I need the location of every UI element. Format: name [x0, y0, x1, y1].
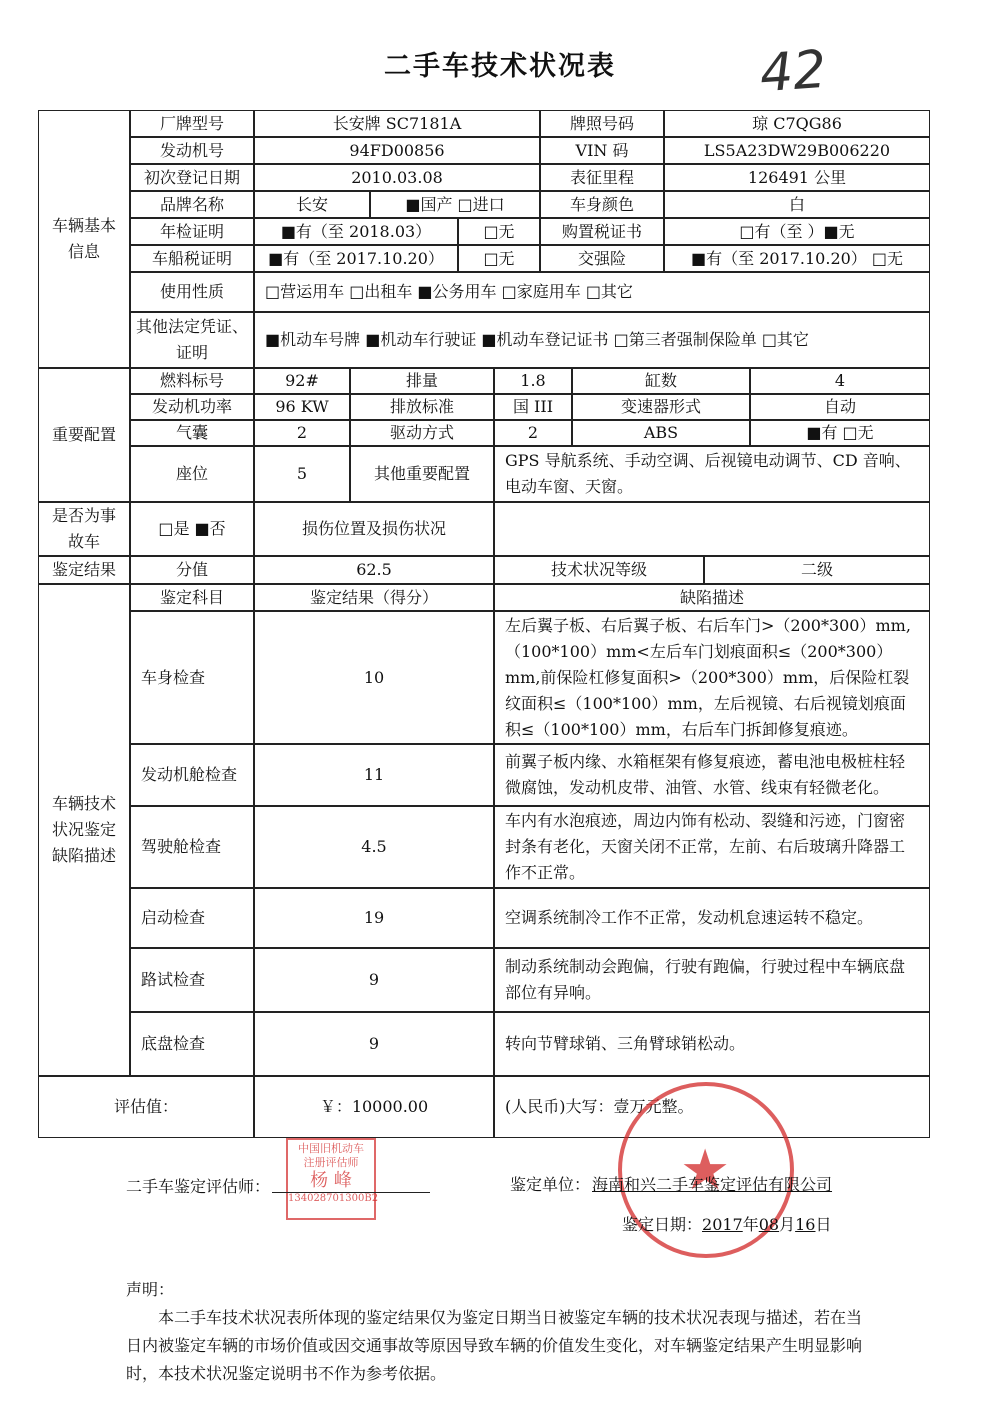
statement-title: 声明： [126, 1280, 175, 1299]
damage-value [494, 502, 930, 556]
vessel-tax-yes: ■有（至 2017.10.20） [254, 245, 458, 272]
brand-name-value: 长安 [254, 191, 370, 218]
section-inspection: 车辆技术状况鉴定缺陷描述 [38, 584, 130, 1076]
engine-value: 94FD00856 [254, 137, 540, 164]
mileage-label: 表征里程 [540, 164, 664, 191]
vin-value: LS5A23DW29B006220 [664, 137, 930, 164]
star-icon: ★ [680, 1138, 731, 1203]
mileage-value: 126491 公里 [664, 164, 930, 191]
inspection-score: 19 [254, 888, 494, 948]
result-label: 鉴定结果 [38, 556, 130, 584]
reg-date-value: 2010.03.08 [254, 164, 540, 191]
plate-value: 琼 C7QG86 [664, 110, 930, 137]
unit-value: 海南和兴二手车鉴定评估有限公司 [592, 1175, 833, 1194]
seats-value: 5 [254, 446, 350, 502]
date-month: 08 [758, 1215, 780, 1234]
other-docs-value: ■机动车号牌 ■机动车行驶证 ■机动车登记证书 □第三者强制保险单 □其它 [254, 312, 930, 368]
valuation-words: (人民币)大写：壹万元整。 [494, 1076, 930, 1138]
score-value: 62.5 [254, 556, 494, 584]
vessel-tax-no: □无 [458, 245, 540, 272]
airbag-value: 2 [254, 420, 350, 446]
damage-label: 损伤位置及损伤状况 [254, 502, 494, 556]
appraiser-stamp [286, 1138, 379, 1220]
inspection-item: 路试检查 [130, 948, 254, 1012]
color-label: 车身颜色 [540, 191, 664, 218]
emission-value: 国 III [494, 394, 572, 420]
usage-label: 使用性质 [130, 272, 254, 312]
appraiser-signature-line [272, 1192, 430, 1193]
inspection-desc: 空调系统制冷工作不正常，发动机怠速运转不稳定。 [494, 888, 930, 948]
inspection-score: 9 [254, 1012, 494, 1076]
vessel-tax-label: 车船税证明 [130, 245, 254, 272]
purchase-tax-value: □有（至 ）■无 [664, 218, 930, 245]
stamp-id: 134028701300B2 [288, 1193, 379, 1204]
inspection-score: 9 [254, 948, 494, 1012]
handwritten-number: 42 [757, 39, 829, 105]
valuation-value: ￥：10000.00 [254, 1076, 494, 1138]
col-score-header: 鉴定结果（得分） [254, 584, 494, 611]
reg-date-label: 初次登记日期 [130, 164, 254, 191]
page-title: 二手车技术状况表 [384, 51, 616, 82]
inspection-cert-yes: ■有（至 2018.03） [254, 218, 458, 245]
drive-label: 驱动方式 [350, 420, 494, 446]
fuel-value: 92# [254, 368, 350, 394]
statement-text: 本二手车技术状况表所体现的鉴定结果仅为鉴定日期当日被鉴定车辆的技术状况表现与描述，若在当日内被鉴定车辆的市场价值或因交通事故等原因导致车辆的价值发生变化，对车辆鉴定结果产生明显影响时，本技术状况鉴定说明书不作为参考依据。 [126, 1308, 863, 1383]
unit-label: 鉴定单位： [510, 1175, 591, 1194]
inspection-score: 11 [254, 744, 494, 806]
drive-value: 2 [494, 420, 572, 446]
stamp-name: 杨 峰 [310, 1170, 352, 1191]
plate-label: 牌照号码 [540, 110, 664, 137]
power-label: 发动机功率 [130, 394, 254, 420]
year-char: 年 [742, 1215, 759, 1234]
brand-name-label: 品牌名称 [130, 191, 254, 218]
inspection-item: 底盘检查 [130, 1012, 254, 1076]
usage-value: □营运用车 □出租车 ■公务用车 □家庭用车 □其它 [254, 272, 930, 312]
valuation-label: 评估值： [38, 1076, 254, 1138]
insurance-value: ■有（至 2017.10.20） □无 [664, 245, 930, 272]
inspection-score: 4.5 [254, 806, 494, 888]
cylinders-label: 缸数 [572, 368, 750, 394]
date-year: 2017 [702, 1215, 743, 1234]
inspection-desc: 转向节臂球销、三角臂球销松动。 [494, 1012, 930, 1076]
abs-value: ■有 □无 [750, 420, 930, 446]
origin-checkbox: ■国产 □进口 [370, 191, 540, 218]
displacement-label: 排量 [350, 368, 494, 394]
abs-label: ABS [572, 420, 750, 446]
other-docs-label: 其他法定凭证、证明 [130, 312, 254, 368]
inspection-cert-no: □无 [458, 218, 540, 245]
date-day: 16 [795, 1215, 816, 1234]
inspection-item: 驾驶舱检查 [130, 806, 254, 888]
cylinders-value: 4 [750, 368, 930, 394]
accident-checkbox: □是 ■否 [130, 502, 254, 556]
other-config-label: 其他重要配置 [350, 446, 494, 502]
emission-label: 排放标准 [350, 394, 494, 420]
month-char: 月 [779, 1215, 796, 1234]
color-value: 白 [664, 191, 930, 218]
col-desc-header: 缺陷描述 [494, 584, 930, 611]
insurance-label: 交强险 [540, 245, 664, 272]
grade-label: 技术状况等级 [494, 556, 704, 584]
purchase-tax-label: 购置税证书 [540, 218, 664, 245]
score-label: 分值 [130, 556, 254, 584]
gearbox-value: 自动 [750, 394, 930, 420]
airbag-label: 气囊 [130, 420, 254, 446]
inspection-score: 10 [254, 611, 494, 744]
date-label: 鉴定日期： [622, 1215, 703, 1234]
inspection-desc: 制动系统制动会跑偏，行驶有跑偏，行驶过程中车辆底盘部位有异响。 [494, 948, 930, 1012]
brand-model-label: 厂牌型号 [130, 110, 254, 137]
seats-label: 座位 [130, 446, 254, 502]
section-config: 重要配置 [38, 368, 130, 502]
appraiser-label: 二手车鉴定评估师： [126, 1177, 271, 1196]
col-item-header: 鉴定科目 [130, 584, 254, 611]
stamp-line-2: 注册评估师 [303, 1156, 359, 1169]
stamp-line-1: 中国旧机动车 [298, 1142, 364, 1155]
inspection-item: 发动机舱检查 [130, 744, 254, 806]
inspection-desc: 车内有水泡痕迹，周边内饰有松动、裂缝和污迹，门窗密封条有老化，天窗关闭不正常，左前、右后玻璃升降器工作不正常。 [494, 806, 930, 888]
vin-label: VIN 码 [540, 137, 664, 164]
inspection-item: 启动检查 [130, 888, 254, 948]
brand-model-value: 长安牌 SC7181A [254, 110, 540, 137]
day-char: 日 [815, 1215, 832, 1234]
engine-label: 发动机号 [130, 137, 254, 164]
inspection-desc: 前翼子板内缘、水箱框架有修复痕迹，蓄电池电极桩柱轻微腐蚀，发动机皮带、油管、水管、线束有轻微老化。 [494, 744, 930, 806]
section-basic-info: 车辆基本信息 [38, 110, 130, 368]
power-value: 96 KW [254, 394, 350, 420]
gearbox-label: 变速器形式 [572, 394, 750, 420]
displacement-value: 1.8 [494, 368, 572, 394]
other-config-value: GPS 导航系统、手动空调、后视镜电动调节、CD 音响、电动车窗、天窗。 [494, 446, 930, 502]
accident-label: 是否为事故车 [38, 502, 130, 556]
grade-value: 二级 [704, 556, 930, 584]
inspection-item: 车身检查 [130, 611, 254, 744]
inspection-cert-label: 年检证明 [130, 218, 254, 245]
fuel-label: 燃料标号 [130, 368, 254, 394]
inspection-desc: 左后翼子板、右后翼子板、右后车门>（200*300）mm,（100*100）mm<左后车门划痕面积≤（200*300）mm,前保险杠修复面积>（200*300）mm，后保险杠裂纹面积≤（100*100）mm，左后视镜、右后视镜划痕面积≤（100*100）mm，右后车门拆卸修复痕迹。 [494, 611, 930, 744]
date-line [622, 1212, 832, 1235]
